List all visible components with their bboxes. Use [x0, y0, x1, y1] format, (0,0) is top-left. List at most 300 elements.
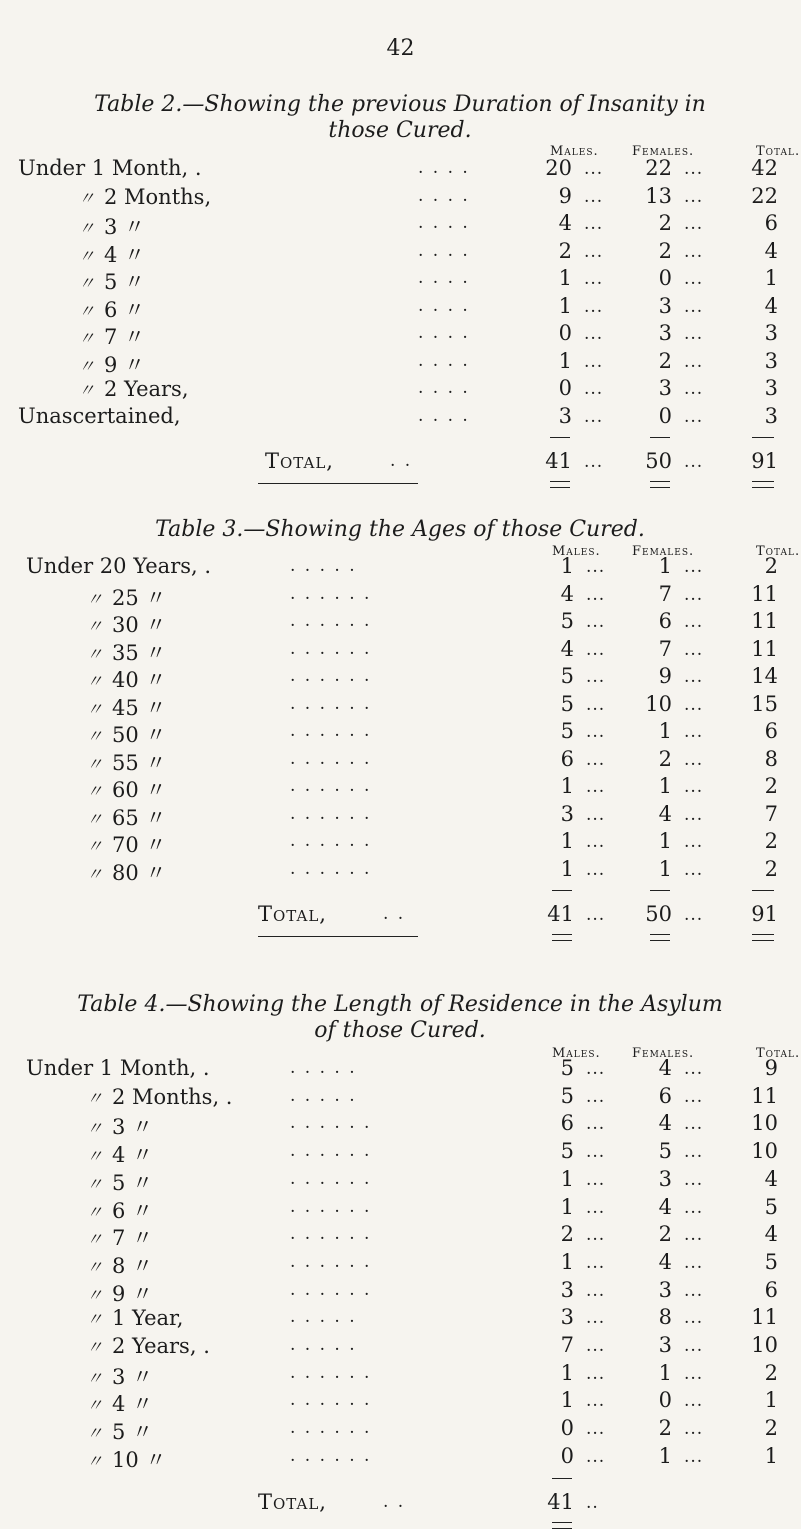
table4-caption-rest: —Showing the Length of Residence in the Asylum [165, 992, 723, 1017]
row-label-text: 2 Years, [104, 377, 189, 401]
males-value: 2 [560, 1222, 574, 1247]
row-label [86, 664, 166, 694]
total-value: 11 [751, 636, 778, 661]
females-value: 6 [658, 1083, 672, 1108]
separator-dots: ... [586, 557, 606, 577]
separator-dots: ... [586, 749, 606, 770]
separator-dots: ... [584, 186, 604, 207]
header-males: Males. [552, 1046, 601, 1061]
table4-caption [40, 992, 760, 1044]
ditto-mark: 〃 [86, 727, 103, 747]
total-all: 91 [751, 449, 778, 473]
row-label [18, 156, 202, 180]
row-label-text: 9 〃 [112, 1281, 154, 1306]
ditto-mark: 〃 [78, 274, 95, 294]
row-label-text: 60 〃 [112, 778, 167, 802]
leader-dots: . . . . [418, 213, 470, 233]
total-label: Total, [258, 1489, 327, 1514]
header-total: Total. [756, 1046, 801, 1061]
total-value: 2 [764, 774, 778, 798]
table-row [0, 582, 801, 610]
females-value: 1 [658, 1360, 672, 1385]
separator-dots: ... [684, 777, 704, 797]
table-row [0, 321, 801, 349]
table-row [0, 747, 801, 775]
header-males: Males. [550, 144, 599, 159]
leader-dots: . . . . [418, 240, 470, 261]
males-value: 3 [560, 1305, 574, 1330]
ditto-mark: 〃 [86, 864, 103, 885]
total-value: 6 [764, 211, 778, 235]
leader-dots: . . . . . . [290, 611, 372, 631]
males-value: 1 [560, 1194, 574, 1219]
separator-dots: ... [684, 379, 704, 399]
females-value: 3 [658, 376, 672, 400]
leader-dots: . . . . . [290, 1335, 357, 1355]
row-label [78, 321, 145, 351]
table-row [0, 1222, 801, 1250]
separator-dots: ... [684, 667, 704, 687]
leader-dots: . . . . [418, 405, 470, 426]
separator-dots: ... [586, 1446, 606, 1467]
row-label [86, 1305, 183, 1330]
separator-dots: ... [684, 1363, 704, 1384]
row-label [78, 184, 211, 209]
females-value: 8 [658, 1305, 672, 1330]
separator-dots: ... [586, 612, 606, 632]
ditto-mark: 〃 [86, 644, 103, 665]
row-label-text: 7 〃 [104, 325, 146, 349]
males-value: 5 [560, 664, 574, 688]
table-row [0, 1084, 801, 1112]
leader-dots: . . . . . . [290, 1390, 372, 1411]
total-value: 4 [764, 1166, 778, 1191]
females-value: 3 [658, 1277, 672, 1302]
separator-dots: ... [586, 1391, 606, 1412]
row-label [78, 239, 145, 269]
total-double-rule [650, 481, 670, 488]
separator-dots: ... [684, 1197, 704, 1218]
ditto-mark: 〃 [86, 1174, 103, 1195]
total-value: 22 [751, 183, 778, 208]
ditto-mark: 〃 [86, 1230, 103, 1251]
row-label-text: 4 〃 [112, 1143, 154, 1168]
separator-dots: ... [684, 832, 704, 852]
separator-dots: ... [684, 905, 704, 925]
table3-caption-lead: Table 3. [155, 517, 244, 542]
separator-dots: ... [684, 1419, 704, 1440]
ditto-mark: 〃 [86, 809, 103, 830]
sum-rule [752, 437, 774, 438]
separator-dots: ... [586, 694, 606, 715]
leader-dots: . . . . . . [290, 1445, 372, 1466]
table4-caption-lead: Table 4. [77, 992, 166, 1017]
sum-rule [650, 437, 670, 438]
row-label [86, 1278, 153, 1308]
females-value: 0 [658, 403, 672, 428]
row-label-text: 70 〃 [112, 833, 167, 857]
separator-dots: ... [586, 584, 606, 605]
males-value: 0 [560, 1416, 574, 1441]
row-label-text: 35 〃 [112, 640, 167, 665]
row-label [86, 774, 166, 804]
table-row [0, 1388, 801, 1416]
leader-dots: . . . . . . [290, 1113, 372, 1134]
row-label [86, 1333, 210, 1358]
total-value: 42 [751, 156, 778, 180]
row-label-text: 25 〃 [112, 585, 167, 610]
ditto-mark: 〃 [86, 1451, 103, 1472]
females-value: 1 [658, 829, 672, 853]
table-row [0, 1056, 801, 1084]
leader-dots: . . . . [418, 378, 470, 398]
total-value: 11 [751, 581, 778, 606]
separator-dots: ... [684, 1086, 704, 1107]
separator-dots: ... [684, 324, 704, 344]
ditto-mark: 〃 [86, 1338, 103, 1358]
table2-caption-line2: those Cured. [328, 118, 472, 143]
separator-dots: ... [684, 859, 704, 880]
row-label-text: 80 〃 [112, 860, 167, 885]
leader-dots: . . . . . . [290, 1362, 372, 1383]
row-label-text: 30 〃 [112, 613, 167, 637]
females-value: 3 [658, 1166, 672, 1191]
separator-dots: ... [586, 1308, 606, 1329]
separator-dots: ... [584, 379, 604, 399]
ditto-mark: 〃 [78, 219, 95, 239]
divider-rule [258, 483, 418, 484]
leader-dots: . . . . . . [290, 831, 372, 851]
total-females: 50 [645, 902, 672, 926]
males-value: 4 [560, 636, 574, 661]
leader-dots: . . . . . . [290, 1418, 372, 1439]
females-value: 4 [658, 1194, 672, 1219]
header-total: Total. [756, 144, 801, 159]
males-value: 1 [558, 348, 572, 373]
sum-rule [650, 890, 670, 891]
total-value: 2 [764, 856, 778, 881]
males-value: 1 [560, 1388, 574, 1413]
females-value: 0 [658, 1388, 672, 1413]
row-label-text: 3 〃 [112, 1364, 154, 1389]
males-value: 1 [560, 1166, 574, 1191]
leader-dots: . . . . [418, 323, 470, 343]
total-value: 9 [764, 1056, 778, 1080]
total-value: 4 [764, 1222, 778, 1247]
row-label-text: 6 〃 [104, 297, 146, 322]
separator-dots: ... [584, 214, 604, 234]
leader-dots: . . . . [418, 295, 470, 316]
row-label-text: 50 〃 [112, 723, 167, 747]
males-value: 5 [560, 691, 574, 716]
separator-dots: ... [684, 1391, 704, 1412]
ditto-mark: 〃 [86, 754, 103, 775]
separator-dots: ... [586, 1086, 606, 1107]
ditto-mark: 〃 [86, 1424, 103, 1445]
females-value: 3 [658, 321, 672, 345]
males-value: 2 [558, 238, 572, 263]
table-row [0, 1167, 801, 1195]
row-label [86, 747, 166, 777]
separator-dots: ... [586, 667, 606, 687]
males-value: 3 [560, 1277, 574, 1302]
header-total: Total. [756, 544, 801, 559]
table-row [0, 1305, 801, 1333]
males-value: 5 [560, 1056, 574, 1080]
table2-caption [40, 92, 760, 144]
row-label-text: 45 〃 [112, 695, 167, 720]
total-value: 10 [751, 1139, 778, 1164]
leader-dots: . . [383, 1491, 406, 1512]
row-label-text: 6 〃 [112, 1198, 154, 1223]
separator-dots: ... [586, 1142, 606, 1163]
separator-dots: ... [584, 296, 604, 317]
leader-dots: . . . . . . [290, 748, 372, 769]
total-value: 8 [764, 746, 778, 771]
ditto-mark: 〃 [78, 188, 95, 209]
males-value: 7 [560, 1333, 574, 1357]
separator-dots: ... [586, 1197, 606, 1218]
total-value: 2 [764, 554, 778, 578]
row-label [78, 294, 145, 324]
table-row [0, 829, 801, 857]
row-label [78, 349, 145, 379]
total-value: 11 [751, 1083, 778, 1108]
leader-dots: . . . . . [290, 1058, 357, 1078]
ditto-mark: 〃 [78, 246, 95, 267]
separator-dots: ... [586, 1280, 606, 1301]
row-label [86, 609, 166, 639]
total-value: 4 [764, 238, 778, 263]
total-double-rule [552, 1522, 572, 1529]
separator-dots: ... [684, 296, 704, 317]
row-label [26, 554, 211, 578]
table-row [0, 637, 801, 665]
sum-rule [550, 437, 570, 438]
row-label [86, 719, 166, 749]
males-value: 3 [560, 801, 574, 826]
table-row [0, 184, 801, 212]
separator-dots: ... [684, 1059, 704, 1079]
females-value: 2 [658, 348, 672, 373]
ditto-mark: 〃 [86, 782, 103, 802]
males-value: 1 [560, 856, 574, 881]
females-value: 7 [658, 636, 672, 661]
separator-dots: ... [586, 722, 606, 742]
leader-dots: . . . . . . [290, 776, 372, 796]
leader-dots: . . . . . . [290, 638, 372, 659]
row-label-text: Under 1 Month, . [26, 1056, 210, 1080]
ditto-mark: 〃 [78, 381, 95, 401]
separator-dots: ... [684, 722, 704, 742]
separator-dots: ... [684, 406, 704, 427]
separator-dots: ... [684, 1280, 704, 1301]
table3-caption [40, 517, 760, 543]
males-value: 4 [558, 211, 572, 235]
ditto-mark: 〃 [86, 1285, 103, 1306]
separator-dots: ... [684, 639, 704, 660]
ditto-mark: 〃 [86, 1088, 103, 1109]
header-females: Females. [632, 144, 695, 159]
separator-dots: ... [586, 1252, 606, 1273]
females-value: 4 [658, 1056, 672, 1080]
row-label-text: 1 Year, [112, 1306, 184, 1331]
row-label [78, 211, 145, 241]
separator-dots: ... [586, 1059, 606, 1079]
females-value: 2 [658, 1222, 672, 1247]
row-label [86, 1444, 166, 1474]
males-value: 1 [558, 266, 572, 290]
header-males: Males. [552, 544, 601, 559]
ditto-mark: 〃 [78, 301, 95, 322]
row-label [86, 802, 166, 832]
males-value: 6 [560, 1111, 574, 1136]
table-row [0, 1361, 801, 1389]
separator-dots: ... [684, 269, 704, 289]
leader-dots: . . . . . [290, 556, 357, 576]
separator-dots: ... [586, 1114, 606, 1135]
females-value: 9 [658, 664, 672, 688]
row-label-text: 5 〃 [112, 1170, 154, 1195]
table-row [0, 1416, 801, 1444]
females-value: 7 [658, 581, 672, 606]
total-value: 1 [764, 1388, 778, 1413]
females-value: 5 [658, 1139, 672, 1164]
separator-dots: ... [684, 241, 704, 262]
leader-dots: . . . . . . [290, 1196, 372, 1217]
row-label-text: 8 〃 [112, 1253, 154, 1278]
separator-dots: ... [586, 859, 606, 880]
total-value: 14 [751, 664, 778, 688]
females-value: 3 [658, 1333, 672, 1357]
sum-rule [552, 1478, 572, 1479]
separator-dots: ... [584, 269, 604, 289]
table-row [0, 1444, 801, 1472]
table-row [0, 719, 801, 747]
table-row [0, 294, 801, 322]
females-value: 1 [658, 774, 672, 798]
row-label-text: 55 〃 [112, 750, 167, 775]
header-females: Females. [632, 1046, 695, 1061]
row-label-text: 2 Months, . [112, 1084, 233, 1109]
table-row [0, 266, 801, 294]
separator-dots: ... [684, 186, 704, 207]
leader-dots: . . . . [418, 185, 470, 206]
total-double-rule [752, 934, 774, 941]
separator-dots: ... [584, 452, 604, 472]
separator-dots: ... [684, 694, 704, 715]
females-value: 13 [645, 183, 672, 208]
row-label [86, 582, 166, 612]
row-label-text: 5 〃 [104, 270, 146, 294]
ditto-mark: 〃 [78, 356, 95, 377]
divider-rule [258, 936, 418, 937]
leader-dots: . . . . [418, 158, 470, 178]
table-row [0, 156, 801, 184]
row-label-text: 4 〃 [112, 1392, 154, 1417]
total-value: 2 [764, 1360, 778, 1385]
separator-dots: ... [586, 1336, 606, 1356]
males-value: 5 [560, 719, 574, 743]
ditto-mark: 〃 [86, 699, 103, 720]
leader-dots: . . . . [418, 350, 470, 371]
sum-rule [752, 890, 774, 891]
separator-dots: ... [586, 804, 606, 825]
leader-dots: . . . . [418, 268, 470, 288]
row-label-text: 9 〃 [104, 352, 146, 377]
row-label-text: 2 Months, [104, 184, 212, 209]
total-females: 50 [645, 449, 672, 473]
separator-dots: ... [684, 1446, 704, 1467]
total-value: 3 [764, 403, 778, 428]
leader-dots: . . . . . . [290, 1141, 372, 1162]
ditto-mark: 〃 [78, 329, 95, 349]
separator-dots: ... [586, 1169, 606, 1190]
table-row [0, 802, 801, 830]
total-value: 2 [764, 1416, 778, 1441]
row-label [86, 1388, 153, 1418]
total-males: 41 [545, 449, 572, 473]
separator-dots: ... [684, 214, 704, 234]
separator-dots: ... [684, 1252, 704, 1273]
separator-dots: ... [684, 584, 704, 605]
males-value: 5 [560, 1083, 574, 1108]
leader-dots: . . . . . . [290, 666, 372, 686]
females-value: 2 [658, 211, 672, 235]
separator-dots: ... [586, 905, 606, 925]
table2-caption-rest: —Showing the previous Duration of Insanity in [182, 92, 706, 117]
males-value: 0 [558, 321, 572, 345]
total-males: 41 [547, 1489, 574, 1514]
separator-dots: ... [684, 1336, 704, 1356]
total-label: Total, [265, 449, 334, 473]
leader-dots: . . . . . . [290, 1251, 372, 1272]
males-value: 0 [558, 376, 572, 400]
row-label-text: 3 〃 [104, 215, 146, 239]
total-value: 5 [764, 1194, 778, 1219]
females-value: 1 [658, 554, 672, 578]
row-label-text: 7 〃 [112, 1226, 154, 1251]
males-value: 1 [560, 1249, 574, 1274]
row-label [86, 1250, 153, 1280]
total-all: 91 [751, 902, 778, 926]
leader-dots: . . . . . . [290, 858, 372, 879]
females-value: 4 [658, 1111, 672, 1136]
leader-dots: . . . . . . [290, 693, 372, 714]
total-males: 41 [547, 902, 574, 926]
total-value: 7 [764, 801, 778, 826]
ditto-mark: 〃 [86, 1257, 103, 1278]
males-value: 1 [560, 829, 574, 853]
separator-dots: ... [584, 351, 604, 372]
row-label [86, 1084, 232, 1109]
males-value: 1 [560, 1360, 574, 1385]
females-value: 4 [658, 1249, 672, 1274]
row-label [18, 404, 181, 428]
males-value: 4 [560, 581, 574, 606]
table2-caption-lead: Table 2. [94, 92, 183, 117]
row-label-text: 10 〃 [112, 1447, 167, 1472]
ditto-mark: 〃 [86, 1147, 103, 1168]
separator-dots: ... [684, 1308, 704, 1329]
total-value: 1 [764, 266, 778, 290]
table-row [0, 404, 801, 432]
table-row [0, 554, 801, 582]
ditto-mark: 〃 [86, 617, 103, 637]
row-label [78, 376, 189, 401]
row-label [86, 1222, 153, 1252]
males-value: 0 [560, 1443, 574, 1468]
